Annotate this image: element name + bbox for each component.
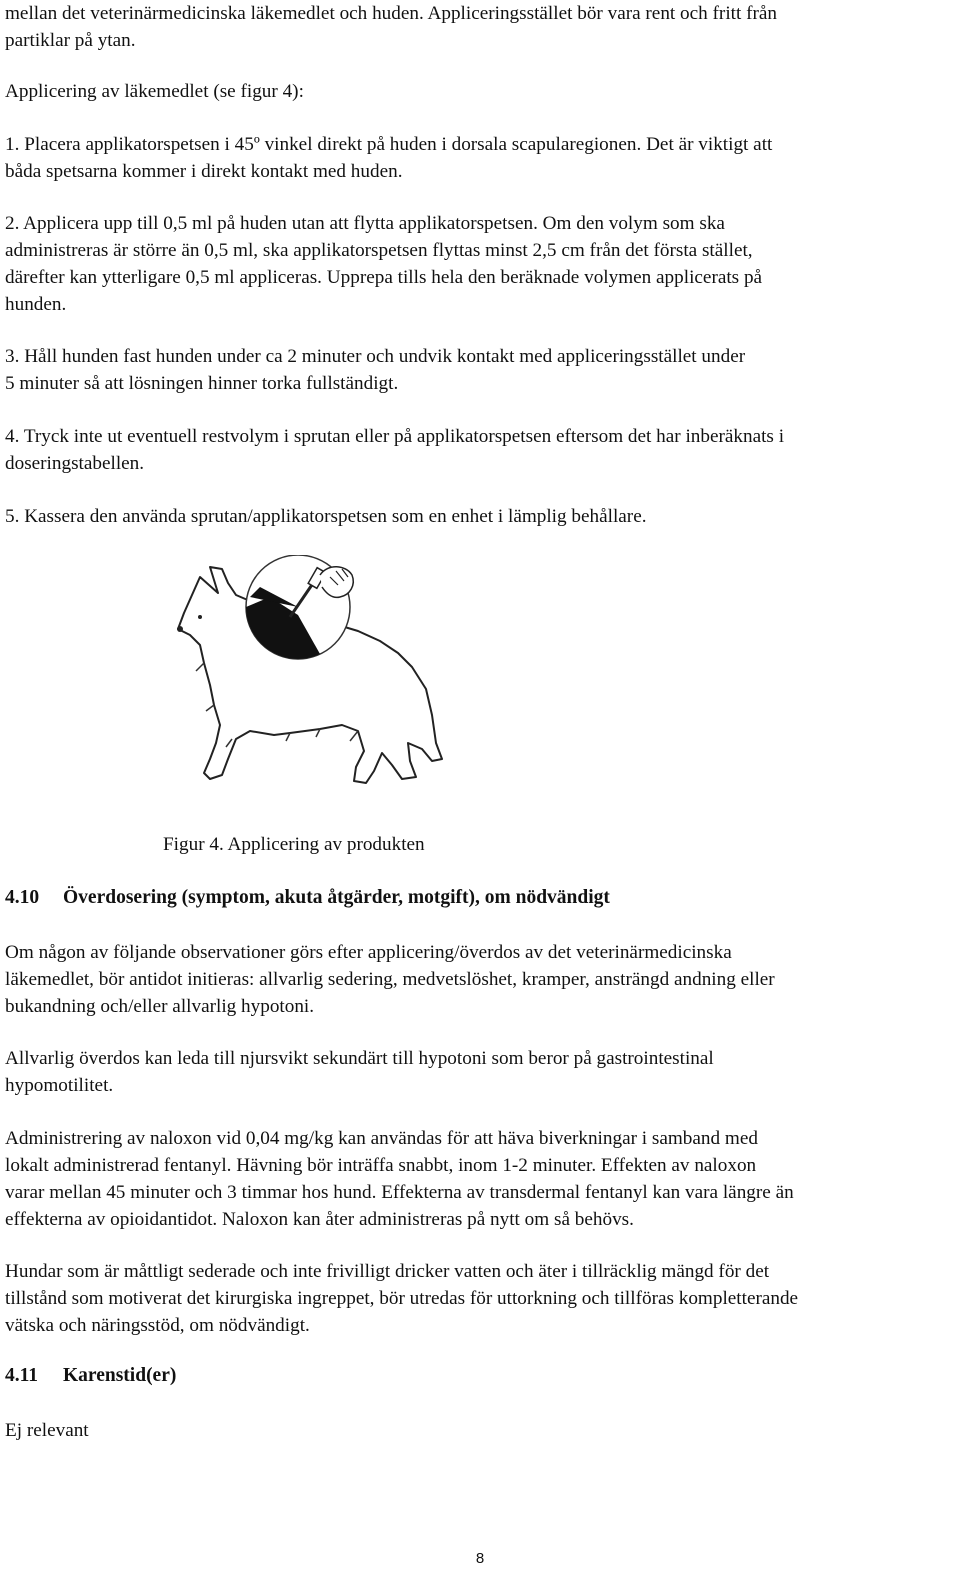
- overdose-p4-line-1: Hundar som är måttligt sederade och inte frivilligt dricker vatten och äter i tillräcklig mängd för det: [5, 1261, 770, 1282]
- section-4-10-heading: [5, 887, 610, 909]
- step-2-line-1: 2. Applicera upp till 0,5 ml på huden utan att flytta applikatorspetsen. Om den volym som ska: [5, 213, 725, 234]
- withdrawal-text: Ej relevant: [5, 1420, 89, 1441]
- overdose-p1-line-1: Om någon av följande observationer görs efter applicering/överdos av det veterinärmedicinska: [5, 942, 732, 963]
- section-4-11-heading: [5, 1365, 176, 1387]
- overdose-p3-line-1: Administrering av naloxon vid 0,04 mg/kg kan användas för att häva biverkningar i samband med: [5, 1128, 758, 1149]
- step-2-line-3: därefter kan ytterligare 0,5 ml appliceras. Upprepa tills hela den beräknade volymen applicerats på: [5, 267, 763, 288]
- overdose-p2-line-1: Allvarlig överdos kan leda till njursvikt sekundärt till hypotoni som beror på gastrointestinal: [5, 1048, 714, 1069]
- intro-line-2: partiklar på ytan.: [5, 30, 136, 51]
- overdose-p3-line-3: varar mellan 45 minuter och 3 timmar hos hund. Effekterna av transdermal fentanyl kan vara längre än: [5, 1182, 794, 1203]
- step-2-line-4: hunden.: [5, 294, 67, 315]
- section-4-11-title: Karenstid(er): [63, 1365, 177, 1386]
- intro-line-1: mellan det veterinärmedicinska läkemedlet och huden. Appliceringsstället bör vara rent och fritt från: [5, 3, 778, 24]
- step-4-line-2: doseringstabellen.: [5, 453, 145, 474]
- page-number: 8: [475, 1550, 485, 1567]
- step-1-line-1: 1. Placera applikatorspetsen i 45º vinkel direkt på huden i dorsala scapularegionen. Det är viktigt att: [5, 134, 773, 155]
- step-3-line-2: 5 minuter så att lösningen hinner torka fullständigt.: [5, 373, 399, 394]
- application-heading: Applicering av läkemedlet (se figur 4):: [5, 81, 304, 102]
- dog-application-figure: [170, 555, 480, 805]
- overdose-p1-line-3: bukandning och/eller allvarlig hypotoni.: [5, 996, 315, 1017]
- overdose-p4-line-3: vätska och näringsstöd, om nödvändigt.: [5, 1315, 310, 1336]
- step-2-line-2: administreras är större än 0,5 ml, ska applikatorspetsen flyttas minst 2,5 cm från det första stället,: [5, 240, 753, 261]
- section-4-11-number: 4.11: [5, 1365, 39, 1386]
- step-3-line-1: 3. Håll hunden fast hunden under ca 2 minuter och undvik kontakt med appliceringsstället under: [5, 346, 746, 367]
- figure-caption: Figur 4. Applicering av produkten: [163, 834, 425, 855]
- overdose-p3-line-2: lokalt administrerad fentanyl. Hävning bör inträffa snabbt, inom 1-2 minuter. Effekten av naloxon: [5, 1155, 757, 1176]
- section-4-10-title: Överdosering (symptom, akuta åtgärder, motgift), om nödvändigt: [63, 887, 610, 908]
- section-4-10-number: 4.10: [5, 887, 40, 908]
- overdose-p3-line-4: effekterna av opioidantidot. Naloxon kan åter administreras på nytt om så behövs.: [5, 1209, 634, 1230]
- overdose-p2-line-2: hypomotilitet.: [5, 1075, 114, 1096]
- step-4-line-1: 4. Tryck inte ut eventuell restvolym i sprutan eller på applikatorspetsen eftersom det har inberäknats i: [5, 426, 785, 447]
- step-5-line-1: 5. Kassera den använda sprutan/applikatorspetsen som en enhet i lämplig behållare.: [5, 506, 647, 527]
- overdose-p1-line-2: läkemedlet, bör antidot initieras: allvarlig sedering, medvetslöshet, kramper, ansträngd andning eller: [5, 969, 775, 990]
- dog-illustration: [170, 555, 480, 805]
- overdose-p4-line-2: tillstånd som motiverat det kirurgiska ingreppet, bör utredas för uttorkning och tillföras kompletterande: [5, 1288, 799, 1309]
- step-1-line-2: båda spetsarna kommer i direkt kontakt med huden.: [5, 161, 403, 182]
